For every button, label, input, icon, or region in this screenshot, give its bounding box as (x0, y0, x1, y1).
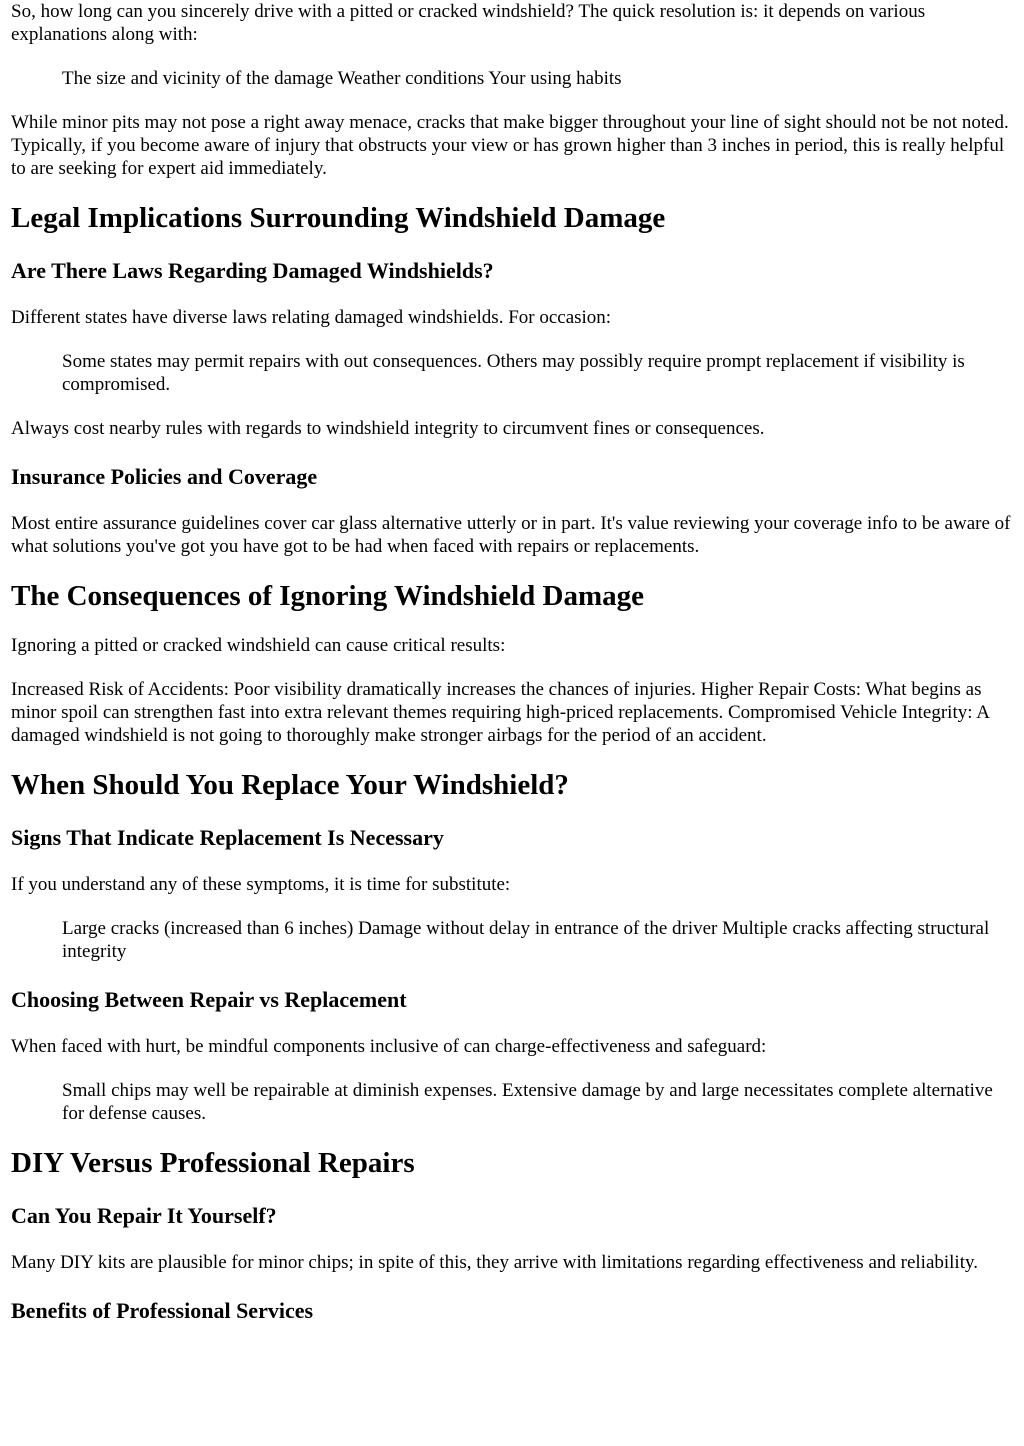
consequences-heading: The Consequences of Ignoring Windshield Damage (11, 580, 645, 612)
legal-heading: Legal Implications Surrounding Windshield Damage (11, 202, 666, 234)
laws-subheading: Are There Laws Regarding Damaged Windshields? (11, 258, 494, 283)
check-rules-paragraph: Always cost nearby rules with regards to windshield integrity to circumvent fines or consequences. (11, 418, 765, 439)
diy-heading: DIY Versus Professional Repairs (11, 1147, 415, 1179)
choosing-paragraph: When faced with hurt, be mindful components inclusive of can charge-effectiveness and safeguard: (11, 1036, 767, 1057)
minor-pits-paragraph: While minor pits may not pose a right away menace, cracks that make bigger throughout your line of sight should not be not noted. Typically, if you become aware of injury that obstructs your view or has grown higher than 3 inches in period, this is really helpful to are seeking for expert aid immediately. (11, 112, 1009, 179)
replace-heading: When Should You Replace Your Windshield? (11, 769, 569, 801)
choosing-list: Small chips may well be repairable at diminish expenses. Extensive damage by and large necessitates complete alternative for defense causes. (62, 1080, 993, 1124)
factors-list: The size and vicinity of the damage Weather conditions Your using habits (62, 68, 622, 89)
consequences-paragraph: Ignoring a pitted or cracked windshield can cause critical results: (11, 635, 506, 656)
insurance-paragraph: Most entire assurance guidelines cover car glass alternative utterly or in part. It's value reviewing your coverage info to be aware of what solutions you've got you have got to be had when faced with repairs or replacements. (11, 513, 1011, 557)
laws-paragraph: Different states have diverse laws relating damaged windshields. For occasion: (11, 307, 612, 328)
intro-paragraph: So, how long can you sincerely drive with a pitted or cracked windshield? The quick resolution is: it depends on various explanations along with: (11, 1, 926, 45)
signs-list: Large cracks (increased than 6 inches) Damage without delay in entrance of the driver Multiple cracks affecting structural integrity (62, 918, 990, 962)
yourself-paragraph: Many DIY kits are plausible for minor chips; in spite of this, they arrive with limitations regarding effectiveness and reliability. (11, 1252, 979, 1273)
risks-paragraph: Increased Risk of Accidents: Poor visibility dramatically increases the chances of injuries. Higher Repair Costs: What begins as minor spoil can strengthen fast into extra relevant themes requiring high-priced replacements. Compromised Vehicle Integrity: A damaged windshield is not going to thoroughly make stronger airbags for the period of an accident. (11, 679, 989, 746)
yourself-subheading: Can You Repair It Yourself? (11, 1203, 277, 1228)
signs-subheading: Signs That Indicate Replacement Is Necessary (11, 825, 444, 850)
signs-paragraph: If you understand any of these symptoms, it is time for substitute: (11, 874, 511, 895)
states-list: Some states may permit repairs with out consequences. Others may possibly require prompt replacement if visibility is compromised. (62, 351, 965, 395)
benefits-subheading: Benefits of Professional Services (11, 1298, 314, 1323)
choosing-subheading: Choosing Between Repair vs Replacement (11, 987, 407, 1012)
insurance-subheading: Insurance Policies and Coverage (11, 464, 318, 489)
